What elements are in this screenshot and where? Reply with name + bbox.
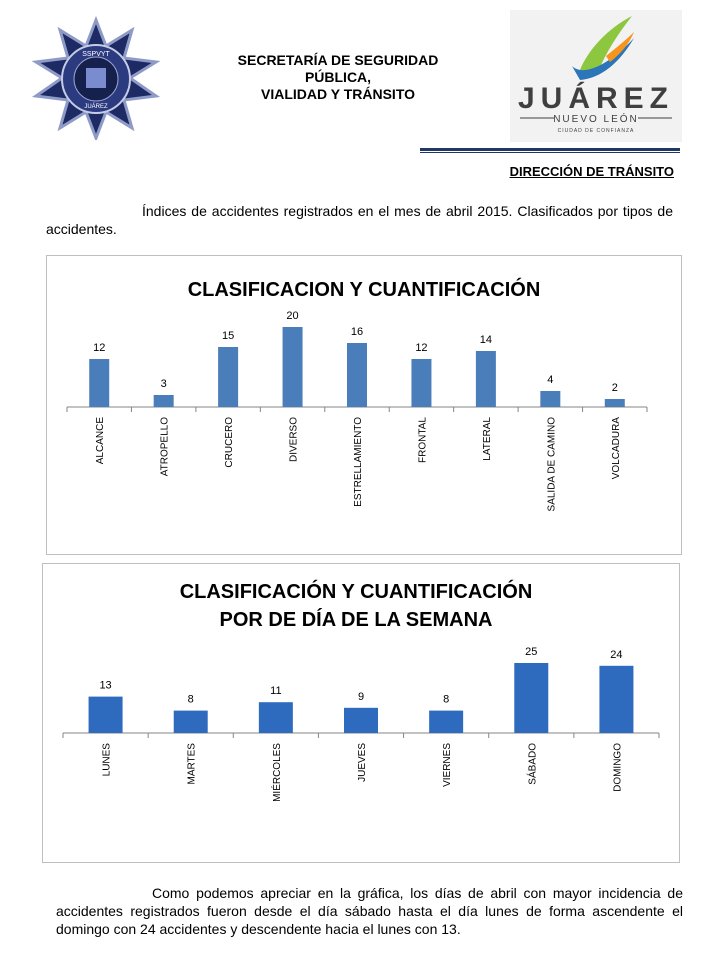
chart2-category-label: LUNES bbox=[101, 743, 113, 777]
chart1-data-label: 2 bbox=[611, 382, 618, 394]
chart2-data-label: 13 bbox=[99, 679, 112, 692]
chart1-data-label: 12 bbox=[415, 342, 428, 354]
badge-text-bottom: JUÁREZ bbox=[84, 104, 108, 110]
chart2-data-label: 11 bbox=[270, 685, 282, 698]
chart-weekday-svg bbox=[43, 564, 679, 862]
chart1-data-label: 15 bbox=[221, 330, 235, 342]
logo-subtitle: NUEVO LEÓN bbox=[553, 114, 639, 125]
chart1-category-label: FRONTAL bbox=[417, 417, 429, 463]
chart1-category-label: ATROPELLO bbox=[159, 417, 171, 477]
chart2-category-label: MARTES bbox=[186, 743, 198, 785]
header-title-line1: SECRETARÍA DE SEGURIDAD bbox=[237, 52, 439, 68]
chart1-data-label: 16 bbox=[350, 326, 364, 338]
logo-tagline: CIUDAD DE CONFIANZA bbox=[557, 128, 635, 134]
header-title bbox=[200, 52, 476, 103]
chart1-data-label: 4 bbox=[547, 374, 554, 386]
chart2-category-label: DOMINGO bbox=[612, 743, 624, 792]
header-title-line2: PÚBLICA, bbox=[304, 69, 372, 85]
chart1-category-label: ESTRELLAMIENTO bbox=[353, 417, 364, 507]
chart2-bar bbox=[174, 711, 208, 733]
chart1-category-label: VOLCADURA bbox=[610, 417, 622, 480]
chart-weekday bbox=[42, 563, 680, 863]
chart2-category-label: VIERNES bbox=[442, 743, 454, 787]
chart2-bar bbox=[599, 666, 633, 733]
juarez-logo bbox=[510, 10, 682, 142]
chart1-data-label: 3 bbox=[160, 378, 167, 390]
chart1-bar bbox=[283, 327, 303, 407]
section-heading: DIRECCIÓN DE TRÁNSITO bbox=[509, 164, 674, 179]
chart2-bar bbox=[514, 663, 548, 733]
badge-text-top: SSPVYT bbox=[82, 51, 110, 58]
header-title-line3: VIALIDAD Y TRÁNSITO bbox=[260, 86, 416, 102]
chart2-category-label: SÁBADO bbox=[527, 743, 539, 785]
chart1-bar bbox=[411, 359, 431, 407]
chart2-bar bbox=[429, 711, 463, 733]
chart2-bar bbox=[89, 697, 123, 733]
chart2-category-label: JUEVES bbox=[357, 743, 368, 782]
chart-accident-types bbox=[46, 255, 682, 555]
chart2-data-label: 24 bbox=[610, 648, 623, 661]
chart1-category-label: LATERAL bbox=[481, 417, 493, 461]
chart1-bar bbox=[154, 395, 174, 407]
conclusion-paragraph: Como podemos apreciar en la gráfica, los días de abril con mayor incidencia de accidentes registrados fueron desde el día sábado hasta el día lunes de forma ascendente el domingo con 24 accidentes y descendente hacia el lunes con 13. bbox=[56, 885, 683, 937]
chart2-bar bbox=[259, 702, 293, 733]
chart2-data-label: 8 bbox=[187, 693, 194, 706]
header-rule-thin bbox=[420, 152, 680, 153]
chart1-bar bbox=[540, 391, 560, 407]
chart1-data-label: 20 bbox=[286, 310, 299, 322]
chart1-category-label: DIVERSO bbox=[288, 417, 300, 463]
chart1-data-label: 12 bbox=[93, 342, 106, 354]
chart1-bar bbox=[605, 399, 625, 407]
chart1-bar bbox=[218, 347, 238, 407]
chart-accident-types-svg bbox=[47, 256, 681, 554]
chart2-bar bbox=[344, 708, 378, 733]
chart1-bar bbox=[89, 359, 109, 407]
chart1-category-label: SALIDA DE CAMINO bbox=[546, 417, 558, 512]
chart1-data-label: 14 bbox=[479, 334, 493, 346]
chart1-bar bbox=[347, 343, 367, 407]
logo-text: JUÁREZ bbox=[517, 82, 675, 115]
chart2-title-line2: POR DE DÍA DE LA SEMANA bbox=[219, 609, 493, 631]
chart2-category-label: MIÉRCOLES bbox=[271, 743, 283, 802]
chart1-category-label: ALCANCE bbox=[95, 417, 107, 465]
header-rule bbox=[420, 148, 680, 151]
chart2-data-label: 8 bbox=[443, 693, 450, 706]
chart2-data-label: 25 bbox=[525, 646, 538, 658]
chart1-category-label: CRUCERO bbox=[224, 417, 236, 468]
chart2-data-label: 9 bbox=[357, 690, 365, 703]
chart2-title-line1: CLASIFICACIÓN Y CUANTIFICACIÓN bbox=[179, 581, 533, 603]
chart1-title: CLASIFICACION Y CUANTIFICACIÓN bbox=[187, 279, 541, 301]
intro-paragraph: Índices de accidentes registrados en el mes de abril 2015. Clasificados por tipos de accidentes. bbox=[46, 203, 673, 237]
chart1-bar bbox=[476, 351, 496, 407]
police-badge-logo bbox=[28, 16, 164, 140]
